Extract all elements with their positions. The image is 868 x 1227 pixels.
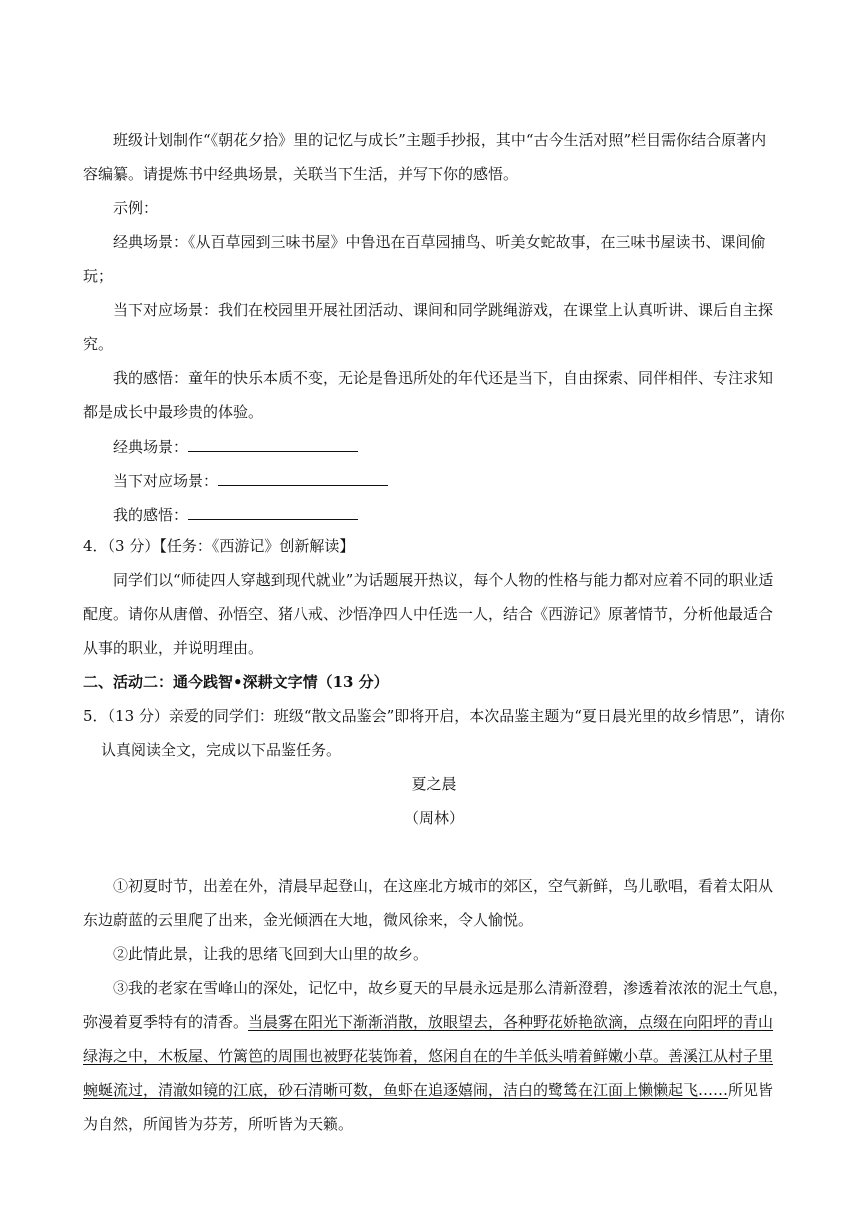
fill-feeling-row bbox=[113, 503, 358, 526]
essay-author: （周林） bbox=[403, 809, 464, 827]
essay-p3-underlined-start: 当晨雾在阳光下渐渐消散，放眼望去，各种野花娇艳欲滴，点缀在向阳坪的青山 bbox=[248, 1013, 774, 1031]
q5-line-2: 认真阅读全文，完成以下品鉴任务。 bbox=[101, 741, 342, 759]
essay-p3-underlined-end: 蜿蜒流过，清澈如镜的江底，砂石清晰可数，鱼虾在追逐嬉闹，洁白的鹭鸶在江面上懒懒起飞…… bbox=[83, 1081, 729, 1099]
fill-current-blank[interactable] bbox=[218, 469, 388, 486]
fill-feeling-label: 我的感悟： bbox=[113, 506, 189, 524]
example-current-line-2: 究。 bbox=[83, 335, 114, 353]
section2-title: 二、活动二：通今践智•深耕文字情（13 分） bbox=[83, 673, 389, 691]
q4-heading: 4．（3 分）【任务：《西游记》创新解读】 bbox=[83, 537, 355, 555]
example-feeling-line-1: 我的感悟：童年的快乐本质不变，无论是鲁迅所处的年代还是当下，自由探索、同伴相伴、专注求知 bbox=[113, 369, 774, 387]
fill-classic-label: 经典场景： bbox=[113, 438, 189, 456]
fill-classic-row bbox=[113, 435, 358, 458]
fill-current-label: 当下对应场景： bbox=[113, 472, 219, 490]
essay-p1-line-2: 东边蔚蓝的云里爬了出来，金光倾洒在大地，微风徐来，令人愉悦。 bbox=[83, 911, 534, 929]
fill-classic-blank[interactable] bbox=[188, 435, 358, 452]
q4-line-3: 从事的职业，并说明理由。 bbox=[83, 639, 264, 657]
q4-line-1: 同学们以“师徒四人穿越到现代就业”为话题展开热议，每个人物的性格与能力都对应着不同的职业适 bbox=[113, 571, 774, 589]
essay-p3-line-3-underlined: 绿海之中，木板屋、竹篱笆的周围也被野花装饰着，悠闲自在的牛羊低头啃着鲜嫩小草。善溪江从村子里 bbox=[83, 1047, 774, 1065]
example-classic-line-2: 玩； bbox=[83, 267, 114, 285]
essay-p3-line-5: 为自然，所闻皆为芬芳，所听皆为天籁。 bbox=[83, 1115, 354, 1133]
essay-p3-line-4-plain: 所见皆 bbox=[728, 1081, 774, 1099]
essay-p1-line-1: ①初夏时节，出差在外，清晨早起登山，在这座北方城市的郊区，空气新鲜，鸟儿歌唱，看着太阳从 bbox=[113, 877, 774, 895]
fill-current-row bbox=[113, 469, 388, 492]
intro-line-1: 班级计划制作“《朝花夕拾》里的记忆与成长”主题手抄报，其中“古今生活对照”栏目需你结合原著内 bbox=[113, 131, 767, 149]
example-current-line-1: 当下对应场景：我们在校园里开展社团活动、课间和同学跳绳游戏，在课堂上认真听讲、课后自主探 bbox=[113, 301, 774, 319]
essay-title: 夏之晨 bbox=[411, 775, 457, 793]
example-feeling-line-2: 都是成长中最珍贵的体验。 bbox=[83, 403, 264, 421]
essay-p3-line-2 bbox=[83, 1011, 773, 1033]
essay-p3-line-2-plain: 弥漫着夏季特有的清香。 bbox=[83, 1013, 249, 1031]
intro-line-2: 容编纂。请提炼书中经典场景，关联当下生活，并写下你的感悟。 bbox=[83, 165, 519, 183]
essay-p3-line-1: ③我的老家在雪峰山的深处，记忆中，故乡夏天的早晨永远是那么清新澄碧，渗透着浓浓的泥土气息， bbox=[113, 979, 789, 997]
example-label: 示例： bbox=[113, 199, 159, 217]
example-classic-line-1: 经典场景：《从百草园到三味书屋》中鲁迅在百草园捕鸟、听美女蛇故事，在三味书屋读书、课间偷 bbox=[113, 233, 766, 251]
q5-line-1: 5．（13 分）亲爱的同学们：班级“散文品鉴会”即将开启，本次品鉴主题为“夏日晨光里的故乡情思”，请你 bbox=[83, 707, 785, 725]
essay-p2: ②此情此景，让我的思绪飞回到大山里的故乡。 bbox=[113, 945, 429, 963]
fill-feeling-blank[interactable] bbox=[188, 503, 358, 520]
q4-line-2: 配度。请你从唐僧、孙悟空、猪八戒、沙悟净四人中任选一人，结合《西游记》原著情节，分析他最适合 bbox=[83, 605, 774, 623]
essay-p3-line-4 bbox=[83, 1079, 773, 1101]
